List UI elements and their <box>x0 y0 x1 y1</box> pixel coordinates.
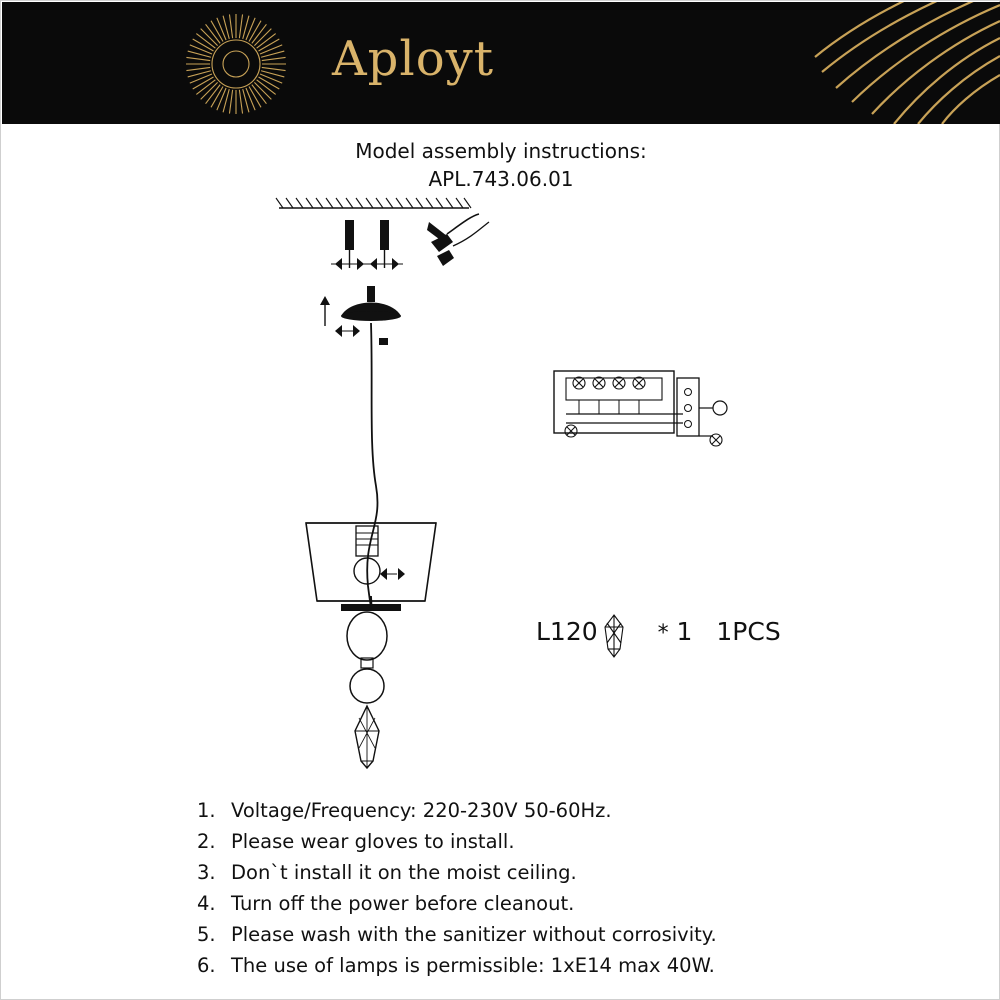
e14-bulb <box>354 526 405 584</box>
glass-ball-decor <box>347 612 387 703</box>
instruction-text: Voltage/Frequency: 220-230V 50-60Hz. <box>231 799 612 822</box>
sunburst-logo <box>174 10 299 118</box>
instruction-text: The use of lamps is permissible: 1xE14 max 40W. <box>231 954 715 977</box>
instruction-number: 4. <box>197 892 216 915</box>
instruction-text: Please wear gloves to install. <box>231 830 515 853</box>
instruction-text: Turn off the power before cleanout. <box>231 892 575 915</box>
crystal-drop-part-icon <box>601 613 627 659</box>
mounting-bracket-with-wire <box>427 214 489 266</box>
instruction-number: 6. <box>197 954 216 977</box>
brand-wordmark: Aployt <box>332 31 495 87</box>
instruction-text: Please wash with the sanitizer without corrosivity. <box>231 923 717 946</box>
title-line-1: Model assembly instructions: <box>355 139 647 163</box>
instruction-item <box>197 796 897 826</box>
wiring-terminal-block <box>554 371 727 446</box>
brand-header <box>2 2 1000 124</box>
fan-rays-decoration <box>640 2 1000 124</box>
instruction-number: 2. <box>197 830 216 853</box>
instruction-number: 5. <box>197 923 216 946</box>
instruction-item <box>197 827 897 857</box>
part-count: 1 <box>676 617 693 646</box>
arrow-up <box>320 296 330 326</box>
instruction-item <box>197 920 897 950</box>
instruction-number: 1. <box>197 799 216 822</box>
parts-list <box>536 617 781 646</box>
instruction-item <box>197 858 897 888</box>
instruction-item <box>197 889 897 919</box>
assembly-diagram <box>1 186 1000 776</box>
safety-instructions <box>197 796 897 982</box>
crystal-pendant <box>355 706 379 768</box>
ceiling-canopy <box>335 286 401 345</box>
instruction-item <box>197 951 897 981</box>
instruction-text: Don`t install it on the moist ceiling. <box>231 861 577 884</box>
screw-and-anchor <box>331 220 403 270</box>
hatched-ceiling <box>276 198 471 208</box>
instruction-number: 3. <box>197 861 216 884</box>
part-separator: * <box>657 621 669 646</box>
part-code: L120 <box>536 617 598 646</box>
part-quantity: 1PCS <box>716 617 781 646</box>
page-title <box>1 137 1000 193</box>
title-line-2: APL.743.06.01 <box>428 167 574 191</box>
suspension-cable <box>367 323 377 607</box>
